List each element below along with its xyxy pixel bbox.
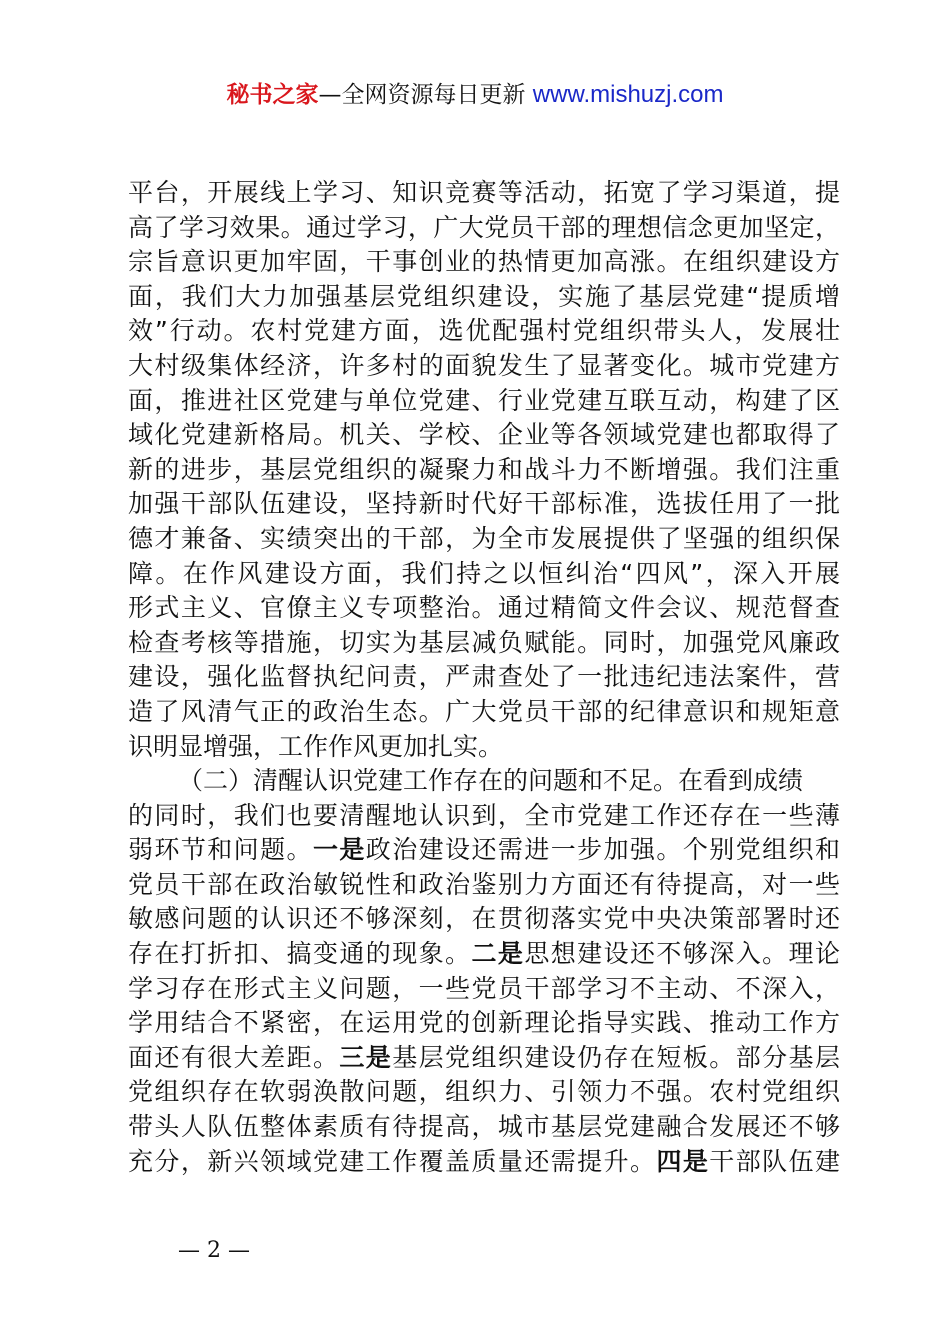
- text-line: 造了风清气正的政治生态。广大党员干部的纪律意识和规矩意: [128, 696, 840, 726]
- text-line: 大村级集体经济，许多村的面貌发生了显著变化。城市党建方: [128, 350, 840, 380]
- text-run: 面还有很大差距。: [128, 1042, 340, 1072]
- text-line: [128, 937, 840, 972]
- text-line: 平台，开展线上学习、知识竞赛等活动，拓宽了学习渠道，提: [128, 178, 840, 207]
- site-name: 秘书之家: [226, 82, 319, 108]
- text-line: 新的进步，基层党组织的凝聚力和战斗力不断增强。我们注重: [128, 454, 840, 484]
- text-line: 形式主义、官僚主义专项整治。通过精简文件会议、规范督查: [128, 593, 840, 623]
- text-run: 思想建设还不够深入。理论: [524, 939, 840, 969]
- text-run: 充分，新兴领域党建工作覆盖质量还需提升。: [128, 1146, 657, 1176]
- text-line: 带头人队伍整体素质有待提高，城市基层党建融合发展还不够: [128, 1112, 840, 1142]
- site-url-link[interactable]: www.mishuzj.com: [532, 81, 724, 108]
- text-line: 面，我们大力加强基层党组织建设，实施了基层党建“提质增: [128, 281, 840, 311]
- text-run: 政治建设还需进一步加强。个别党组织和: [365, 835, 840, 865]
- text-run: 基层党组织建设仍存在短板。部分基层: [392, 1042, 840, 1072]
- text-run: 干部队伍建: [709, 1146, 840, 1176]
- page-number: — 2 —: [178, 1238, 250, 1263]
- text-line: 高了学习效果。通过学习，广大党员干部的理想信念更加坚定，: [128, 212, 840, 242]
- bold-marker: 二是: [471, 939, 525, 969]
- text-line: 学用结合不紧密，在运用党的创新理论指导实践、推动工作方: [128, 1008, 840, 1038]
- text-line: 效”行动。农村党建方面，选优配强村党组织带头人，发展壮: [128, 316, 840, 346]
- text-line: 面，推进社区党建与单位党建、行业党建互联互动，构建了区: [128, 385, 840, 415]
- document-body: [128, 176, 840, 1179]
- text-line: 障。在作风建设方面，我们持之以恒纠治“四风”，深入开展: [128, 558, 840, 588]
- text-line: 识明显增强，工作作风更加扎实。: [128, 731, 504, 761]
- text-line: 宗旨意识更加牢固，干事创业的热情更加高涨。在组织建设方: [128, 247, 840, 277]
- site-slogan: —全网资源每日更新: [318, 82, 526, 108]
- text-line: 建设，强化监督执纪问责，严肃查处了一批违纪违法案件，营: [128, 662, 840, 692]
- page-header: [0, 80, 950, 110]
- text-line: 学习存在形式主义问题，一些党员干部学习不主动、不深入，: [128, 973, 840, 1003]
- text-line: 加强干部队伍建设，坚持新时代好干部标准，选拔任用了一批: [128, 489, 840, 519]
- bold-marker: 三是: [339, 1042, 393, 1072]
- text-line: 域化党建新格局。机关、学校、企业等各领域党建也都取得了: [128, 420, 840, 450]
- bold-marker: 一是: [312, 835, 366, 865]
- text-run: 弱环节和问题。: [128, 835, 313, 865]
- text-line: 党组织存在软弱涣散问题，组织力、引领力不强。农村党组织: [128, 1077, 840, 1107]
- text-line: 德才兼备、实绩突出的干部，为全市发展提供了坚强的组织保: [128, 523, 840, 553]
- text-line: [128, 833, 840, 868]
- text-line: 敏感问题的认识还不够深刻，在贯彻落实党中央决策部署时还: [128, 904, 840, 934]
- text-run: 存在打折扣、搞变通的现象。: [128, 939, 472, 969]
- bold-marker: 四是: [656, 1146, 710, 1176]
- section-heading-line: （二）清醒认识党建工作存在的问题和不足。在看到成绩: [178, 766, 804, 796]
- text-line: 党员干部在政治敏锐性和政治鉴别力方面还有待提高，对一些: [128, 869, 840, 899]
- text-line: [128, 1145, 840, 1180]
- text-line: 检查考核等措施，切实为基层减负赋能。同时，加强党风廉政: [128, 627, 840, 657]
- text-line: 的同时，我们也要清醒地认识到，全市党建工作还存在一些薄: [128, 800, 840, 830]
- text-line: [128, 1041, 840, 1076]
